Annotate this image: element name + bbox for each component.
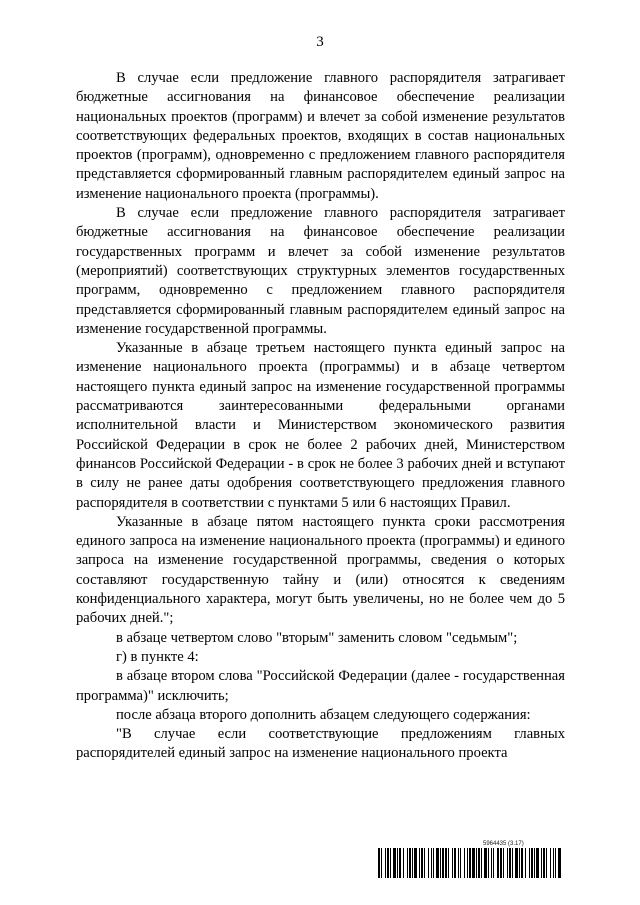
barcode-bar bbox=[431, 848, 432, 878]
barcode-bar bbox=[397, 848, 398, 878]
barcode-bar bbox=[519, 848, 520, 878]
barcode-bar bbox=[428, 848, 429, 878]
barcode-bar bbox=[469, 848, 471, 878]
barcode-bar bbox=[543, 848, 545, 878]
paragraph: В случае если предложение главного распорядителя затрагивает бюджетные ассигнования на финансовое обеспечение реализации государственных программ и влечет за собой изменение результатов (мероприятий) соответствующих структурных элементов государственных программ, одновременно с предложением главного распорядителя представляется сформированный главным распорядителем единый запрос на изменение государственной программы. bbox=[76, 205, 565, 337]
barcode-bar bbox=[507, 848, 508, 878]
barcode-bar bbox=[440, 848, 441, 878]
barcode-bar bbox=[488, 848, 489, 878]
barcode-bar bbox=[472, 848, 475, 878]
paragraph: г) в пункте 4: bbox=[116, 648, 199, 665]
barcode-bar bbox=[503, 848, 504, 878]
barcode-bar bbox=[476, 848, 477, 878]
barcode-bar bbox=[550, 848, 551, 878]
barcode-bar bbox=[478, 848, 480, 878]
barcode-bar bbox=[385, 848, 386, 878]
barcode-bar bbox=[393, 848, 396, 878]
barcode-bar bbox=[458, 848, 459, 878]
barcode-bar bbox=[403, 848, 404, 878]
barcode-bar bbox=[424, 848, 425, 878]
barcode-bar bbox=[412, 848, 413, 878]
barcode-bar bbox=[541, 848, 542, 878]
barcode-bar bbox=[558, 848, 561, 878]
barcode-bar bbox=[529, 848, 530, 878]
barcode-bar bbox=[515, 848, 518, 878]
barcode-bar bbox=[433, 848, 434, 878]
barcode-bar bbox=[454, 848, 456, 878]
paragraph: Указанные в абзаце пятом настоящего пункта сроки рассмотрения единого запроса на изменение национального проекта (программы) и единого запроса на изменение государственной программы, сведения о которых составляют государственную тайну и (или) относятся к сведениям конфиденциального характера, могут быть увеличены, но не более чем до 5 рабочих дней."; bbox=[76, 513, 565, 627]
barcode-bar bbox=[452, 848, 453, 878]
document-body bbox=[76, 69, 565, 764]
paragraph: в абзаце втором слова "Российской Федерации (далее - государственная программа)" исключить; bbox=[76, 668, 565, 704]
barcode-bar bbox=[421, 848, 423, 878]
barcode-bar bbox=[399, 848, 401, 878]
barcode-bar bbox=[531, 848, 533, 878]
barcode-bar bbox=[445, 848, 447, 878]
barcode-bar bbox=[378, 848, 380, 878]
barcode-bar bbox=[464, 848, 465, 878]
barcode-bar bbox=[481, 848, 482, 878]
barcode-bar bbox=[493, 848, 494, 878]
barcode-bar bbox=[381, 848, 382, 878]
barcode-bar bbox=[500, 848, 502, 878]
barcode-bar bbox=[460, 848, 461, 878]
barcode-bar bbox=[442, 848, 444, 878]
barcode-bar bbox=[521, 848, 523, 878]
barcode-bar bbox=[390, 848, 391, 878]
barcode-bar bbox=[525, 848, 526, 878]
barcode-bar bbox=[534, 848, 535, 878]
barcode-bar bbox=[387, 848, 389, 878]
barcode-bar bbox=[509, 848, 511, 878]
barcode-bar bbox=[407, 848, 408, 878]
barcode-bar bbox=[409, 848, 411, 878]
paragraph: "В случае если соответствующие предложениям главных распорядителей единый запрос на изменение национального проекта bbox=[76, 726, 565, 762]
paragraph: в абзаце четвертом слово "вторым" заменить словом "седьмым"; bbox=[116, 629, 518, 646]
page-number: 3 bbox=[316, 34, 324, 50]
document-id: 5964435 (3.17) bbox=[483, 841, 524, 847]
paragraph: Указанные в абзаце третьем настоящего пункта единый запрос на изменение национального проекта (программы) и в абзаце четвертом настоящего пункта единый запрос на изменение государственной программы рассматриваются заинтересованными федеральными органами исполнительной власти и Министерством экономического развития Российской Федерации в срок не более 2 рабочих дней, Министерством финансов Российской Федерации - в срок не более 3 рабочих дней и вступают в силу не ранее даты одобрения соответствующего предложения главного распорядителя в соответствии с пунктами 5 или 6 настоящих Правил. bbox=[76, 340, 565, 511]
barcode-bar bbox=[512, 848, 513, 878]
barcode-bar bbox=[546, 848, 547, 878]
barcode-bar bbox=[536, 848, 539, 878]
barcode-bar bbox=[555, 848, 556, 878]
paragraph: после абзаца второго дополнить абзацем следующего содержания: bbox=[116, 706, 531, 723]
barcode-bar bbox=[497, 848, 499, 878]
barcode-bar bbox=[484, 848, 487, 878]
barcode-bar bbox=[419, 848, 420, 878]
barcode-bar bbox=[491, 848, 492, 878]
barcode-bar bbox=[467, 848, 468, 878]
paragraph: В случае если предложение главного распорядителя затрагивает бюджетные ассигнования на финансовое обеспечение реализации национальных проектов (программ) и влечет за собой изменение результатов соответствующих федеральных проектов, входящих в состав национальных проектов (программ), одновременно с предложением главного распорядителя представляется сформированный главным распорядителем единый запрос на изменение национального проекта (программы). bbox=[76, 70, 565, 202]
barcode bbox=[378, 848, 561, 878]
barcode-bar bbox=[414, 848, 417, 878]
barcode-bar bbox=[448, 848, 449, 878]
barcode-bar bbox=[553, 848, 554, 878]
barcode-bar bbox=[436, 848, 439, 878]
